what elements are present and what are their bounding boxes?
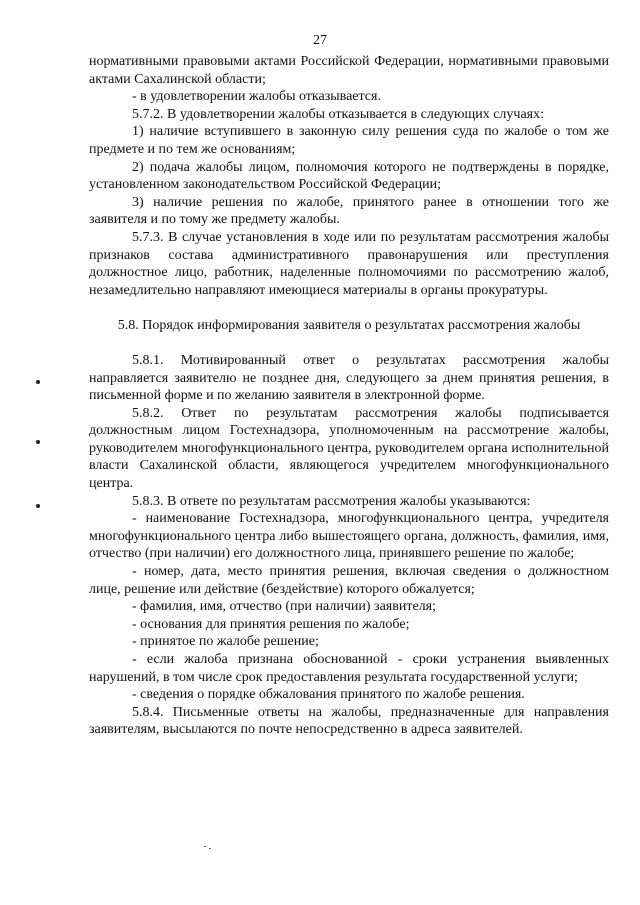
paragraph: 1) наличие вступившего в законную силу решения суда по жалобе о том же предмете и по тем же основаниям; [89,124,609,157]
paragraph: 5.7.2. В удовлетворении жалобы отказывается в следующих случаях: [132,106,545,122]
paragraph: 5.7.3. В случае установления в ходе или по результатам рассмотрения жалобы признаков состава административного правонарушения или преступления должностное лицо, работник, наделенные полномочиями по рассмотрению жалоб, незамедлительно направляют имеющиеся материалы в органы прокуратуры. [89,229,609,298]
scan-speck [204,846,206,847]
paragraph: - в удовлетворении жалобы отказывается. [132,89,381,105]
paragraph: 5.8.3. В ответе по результатам рассмотрения жалобы указываются: [132,493,531,509]
page-number: 27 [313,33,327,48]
paragraph: 2) подача жалобы лицом, полномочия которого не подтверждены в порядке, установленном законодательством Российской Федерации; [89,159,609,193]
document-body [89,53,609,739]
paragraph: нормативными правовыми актами Российской Федерации, нормативными правовыми актами Сахалинской области; [89,54,609,87]
scan-dot [36,504,40,508]
scan-dot [36,380,40,384]
scan-speck [209,848,211,849]
paragraph: - сведения о порядке обжалования принятого по жалобе решения. [132,687,525,703]
paragraph: 5.8.2. Ответ по результатам рассмотрения жалобы подписывается должностным лицом Гостехнадзора, уполномоченным на рассмотрение жалобы, руководителем многофункционального центра, руководителем органа исполнительной власти Сахалинской области, являющегося учредителем многофункционального центра. [89,405,609,492]
paragraph: - принятое по жалобе решение; [132,634,319,650]
paragraph: 5.8.4. Письменные ответы на жалобы, предназначенные для направления заявителям, высылаются по почте непосредственно в адреса заявителей. [89,704,609,738]
paragraph: 5.8.1. Мотивированный ответ о результатах рассмотрения жалобы направляется заявителю не позднее дня, следующего за днем принятия решения, в письменной форме и по желанию заявителя в электронной форме. [89,352,609,404]
scan-dot [36,440,40,444]
section-5-7 [89,53,609,299]
paragraph: 3) наличие решения по жалобе, принятого ранее в отношении того же заявителя и по тому же предмету жалобы. [89,194,609,228]
section-5-8 [89,352,609,739]
paragraph: - основания для принятия решения по жалобе; [132,616,410,632]
section-heading: 5.8. Порядок информирования заявителя о результатах рассмотрения жалобы [117,318,581,334]
paragraph: - фамилия, имя, отчество (при наличии) заявителя; [132,599,436,615]
paragraph: - если жалоба признана обоснованной - сроки устранения выявленных нарушений, в том числе срок предоставления результата государственной услуги; [89,652,609,685]
paragraph: - наименование Гостехнадзора, многофункционального центра, учредителя многофункционального центра либо вышестоящего органа, должность, фамилия, имя, отчество (при наличии) его должностного лица, принявшего решение по жалобе; [89,511,609,562]
paragraph: - номер, дата, место принятия решения, включая сведения о должностном лице, решение или действие (бездействие) которого обжалуется; [89,564,609,597]
